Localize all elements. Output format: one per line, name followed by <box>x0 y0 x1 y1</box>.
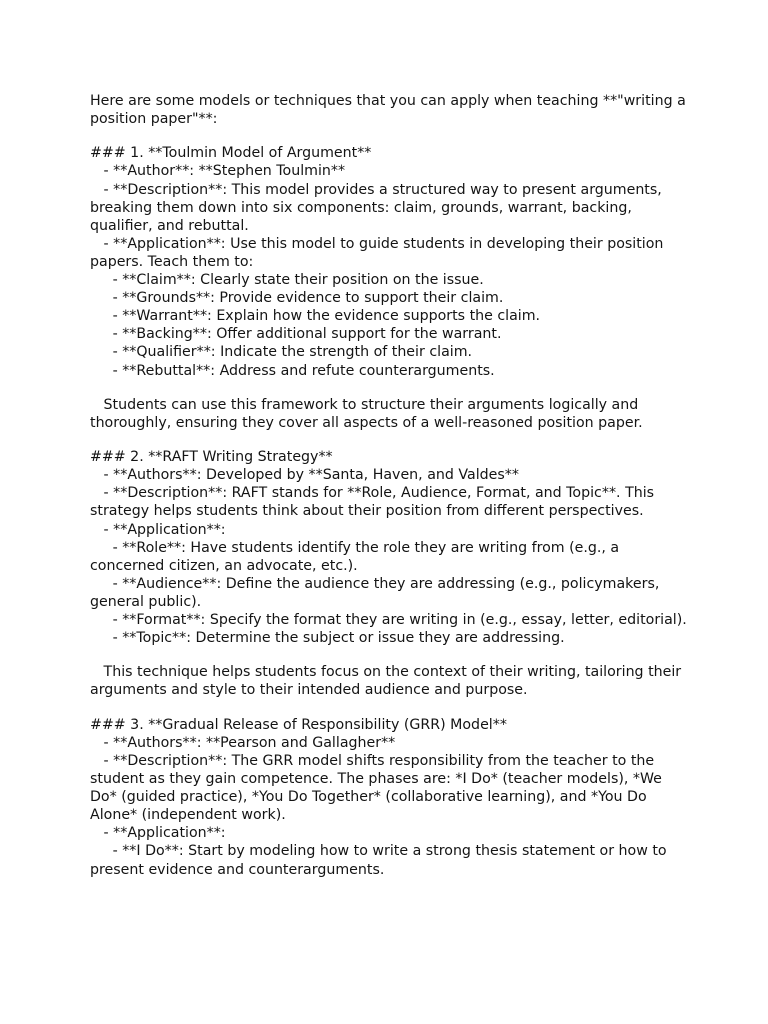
spacer <box>90 647 690 663</box>
list-subitem: - **Grounds**: Provide evidence to support their claim. <box>90 290 504 307</box>
list-subitem: - **I Do**: Start by modeling how to write a strong thesis statement or how to present evidence and counterarguments. <box>90 843 672 878</box>
list-item: - **Description**: This model provides a structured way to present arguments, breaking them down into six components: claim, grounds, warrant, backing, qualifier, and rebuttal. <box>90 181 667 234</box>
spacer <box>90 700 690 716</box>
list-item: - **Application**: Use this model to guide students in developing their position papers. Teach them to: <box>90 235 668 270</box>
list-subitem: - **Warrant**: Explain how the evidence supports the claim. <box>90 308 541 325</box>
intro-paragraph: Here are some models or techniques that you can apply when teaching **"writing a position paper"**: <box>90 93 691 128</box>
section-heading: ### 2. **RAFT Writing Strategy** <box>90 449 333 466</box>
list-item: - **Description**: The GRR model shifts responsibility from the teacher to the student as they gain competence. The phases are: *I Do* (teacher models), *We Do* (guided practice), *You Do Together* (collaborative learning), and *You Do Alone* (independent work). <box>90 752 667 824</box>
spacer <box>90 432 690 448</box>
section-heading: ### 1. **Toulmin Model of Argument** <box>90 145 372 162</box>
spacer <box>90 128 690 144</box>
list-subitem: - **Topic**: Determine the subject or issue they are addressing. <box>90 630 565 647</box>
list-subitem: - **Audience**: Define the audience they are addressing (e.g., policymakers, general public). <box>90 575 664 610</box>
list-item: - **Application**: <box>90 825 226 842</box>
section-closing-paragraph: Students can use this framework to structure their arguments logically and thoroughly, ensuring they cover all aspects of a well-reasoned position paper. <box>90 396 643 431</box>
list-subitem: - **Qualifier**: Indicate the strength of their claim. <box>90 344 473 361</box>
section-closing-paragraph: This technique helps students focus on the context of their writing, tailoring their arguments and style to their intended audience and purpose. <box>90 664 686 699</box>
list-item: - **Author**: **Stephen Toulmin** <box>90 163 346 180</box>
list-subitem: - **Backing**: Offer additional support for the warrant. <box>90 326 502 343</box>
list-item: - **Description**: RAFT stands for **Role, Audience, Format, and Topic**. This strategy helps students think about their position from different perspectives. <box>90 485 659 520</box>
list-item: - **Authors**: Developed by **Santa, Haven, and Valdes** <box>90 467 519 484</box>
list-subitem: - **Rebuttal**: Address and refute counterarguments. <box>90 362 495 379</box>
section-heading: ### 3. **Gradual Release of Responsibility (GRR) Model** <box>90 716 507 733</box>
list-item: - **Authors**: **Pearson and Gallagher** <box>90 734 396 751</box>
document-body <box>90 92 690 879</box>
list-subitem: - **Format**: Specify the format they are writing in (e.g., essay, letter, editorial). <box>90 612 687 628</box>
list-item: - **Application**: <box>90 521 226 538</box>
spacer <box>90 380 690 396</box>
list-subitem: - **Role**: Have students identify the role they are writing from (e.g., a concerned citizen, an advocate, etc.). <box>90 539 624 574</box>
list-subitem: - **Claim**: Clearly state their position on the issue. <box>90 272 484 289</box>
